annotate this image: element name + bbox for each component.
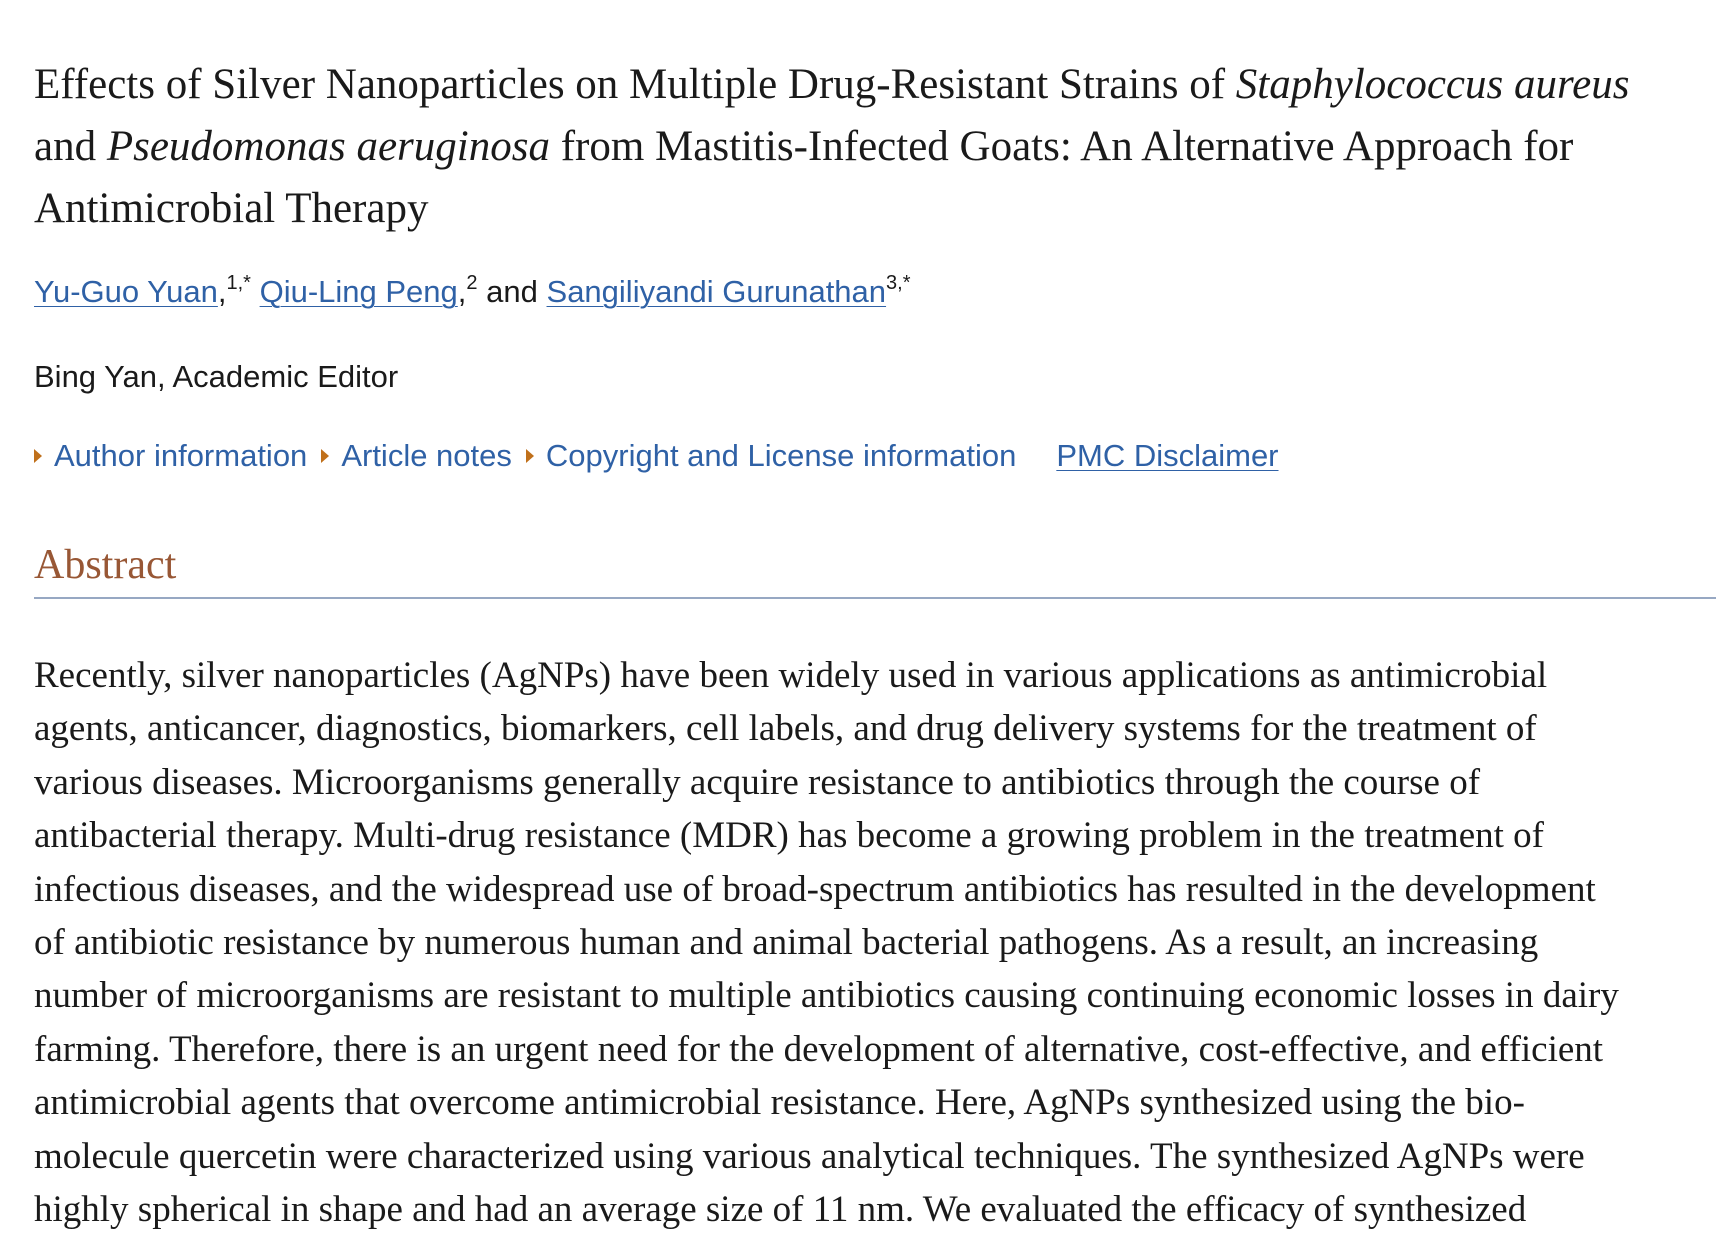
abstract-line: infectious diseases, and the widespread use of broad-spectrum antibiotics has resulted in the development [34, 868, 1596, 910]
academic-editor: Bing Yan, Academic Editor [34, 359, 399, 394]
article-notes-label: Article notes [341, 438, 512, 473]
abstract-heading: Abstract [34, 542, 177, 588]
author-information-toggle[interactable] [34, 436, 307, 476]
author-conjunction: and [486, 274, 538, 309]
abstract-line: molecule quercetin were characterized using various analytical techniques. The synthesized AgNPs were [34, 1135, 1585, 1177]
triangle-right-icon [34, 449, 42, 463]
title-species-1: Staphylococcus aureus [1235, 61, 1630, 108]
copyright-license-label: Copyright and License information [545, 438, 1017, 473]
author-affiliation: 1,* [226, 272, 251, 294]
abstract-line: antibacterial therapy. Multi-drug resistance (MDR) has become a growing problem in the treatment of [34, 815, 1544, 857]
triangle-right-icon [321, 449, 329, 463]
abstract-line: of antibiotic resistance by numerous human and animal bacterial pathogens. As a result, an increasing [34, 922, 1539, 964]
triangle-right-icon [526, 449, 534, 463]
author-information-label: Author information [54, 438, 308, 473]
copyright-license-toggle[interactable] [526, 436, 1016, 476]
abstract-line: farming. Therefore, there is an urgent need for the development of alternative, cost-effective, and efficient [34, 1028, 1604, 1070]
article-info-links [34, 436, 1279, 476]
author-affiliation: 3,* [886, 272, 911, 294]
abstract-line: various diseases. Microorganisms generally acquire resistance to antibiotics through the course of [34, 761, 1481, 803]
section-divider [34, 597, 1716, 599]
article-page [34, 0, 1716, 1240]
author-link-yuan[interactable]: Yu-Guo Yuan [34, 274, 218, 309]
title-part-2: and [34, 123, 107, 170]
pmc-disclaimer-link[interactable]: PMC Disclaimer [1056, 438, 1279, 473]
abstract-line: agents, anticancer, diagnostics, biomarkers, cell labels, and drug delivery systems for the treatment of [34, 708, 1537, 750]
abstract-line: highly spherical in shape and had an average size of 11 nm. We evaluated the efficacy of synthesized [34, 1189, 1527, 1231]
title-part-1: Effects of Silver Nanoparticles on Multiple Drug-Resistant Strains of [34, 61, 1236, 108]
article-notes-toggle[interactable] [321, 436, 512, 476]
author-separator: , [457, 274, 467, 309]
author-link-gurunathan[interactable]: Sangiliyandi Gurunathan [546, 274, 887, 309]
abstract-line: Recently, silver nanoparticles (AgNPs) have been widely used in various applications as antimicrobial [34, 655, 1548, 696]
author-separator: , [217, 274, 227, 309]
title-part-3: from Mastitis-Infected Goats: An Alternative Approach for Antimicrobial Therapy [34, 123, 1574, 232]
author-affiliation: 2 [466, 272, 478, 294]
title-species-2: Pseudomonas aeruginosa [106, 123, 550, 170]
abstract-text [34, 649, 1716, 1236]
abstract-line: number of microorganisms are resistant to multiple antibiotics causing continuing economic losses in dairy [34, 975, 1619, 1017]
author-link-peng[interactable]: Qiu-Ling Peng [259, 274, 458, 309]
article-title [34, 54, 1674, 240]
author-list [34, 272, 911, 312]
abstract-line: antimicrobial agents that overcome antimicrobial resistance. Here, AgNPs synthesized using the bio- [34, 1082, 1525, 1124]
